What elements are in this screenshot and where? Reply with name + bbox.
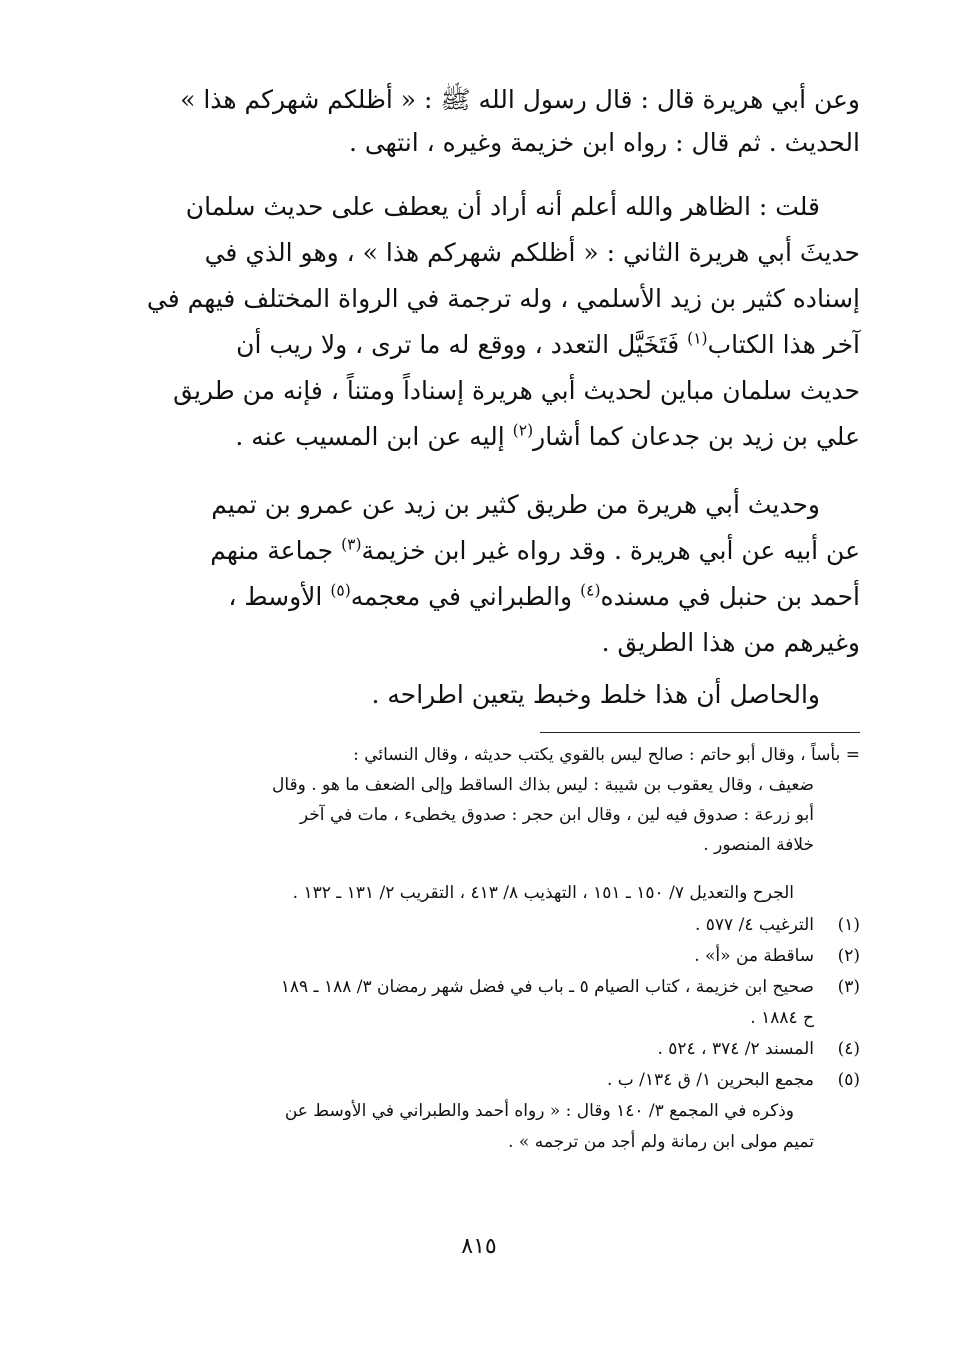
text-line: الحديث . ثم قال : رواه ابن خزيمة وغيره ، انتهى . bbox=[348, 128, 860, 157]
text-line: قلت : الظاهر والله أعلم أنه أراد أن يعطف على حديث سلمان bbox=[185, 192, 820, 221]
footnote-line: خلافة المنصور . bbox=[703, 835, 814, 855]
text-line: وحديث أبي هريرة من طريق كثير بن زيد عن عمرو بن تميم bbox=[211, 490, 820, 519]
paragraph-2 bbox=[146, 184, 860, 460]
text-line: حديثَ أبي هريرة الثاني : « أظلكم شهركم هذا » ، وهو الذي في bbox=[204, 238, 860, 267]
footnote-line: تميم مولى ابن رمانة ولم أجد من ترجمه » . bbox=[508, 1132, 814, 1152]
footnote-line: ح ١٨٨٤ . bbox=[750, 1008, 814, 1028]
footnote-continuation bbox=[150, 740, 860, 860]
footnote-line: = بأساً ، وقال أبو حاتم : صالح ليس بالقوي يكتب حديثه ، وقال النسائي : bbox=[353, 745, 860, 765]
footnote-item-5: (٥)مجمع البحرين ١/ ق ١٣٤/ ب . bbox=[606, 1070, 860, 1090]
text-line: وغيرهم من هذا الطريق . bbox=[601, 628, 860, 657]
footnote-list bbox=[150, 910, 860, 1158]
paragraph-4 bbox=[160, 672, 860, 718]
text-line: عن أبيه عن أبي هريرة . وقد رواه غير ابن خزيمة$^{(٣)}$ جماعة منهم bbox=[210, 535, 860, 565]
paragraph-3 bbox=[160, 482, 860, 666]
footnote-separator bbox=[540, 732, 860, 733]
footnote-ref-3[interactable]: (٣) bbox=[341, 535, 362, 554]
text-line: آخر هذا الكتاب$^{(١)}$ فَتَخَيَّل التعدد ، ووقع له ما ترى ، ولا ريب أن bbox=[236, 329, 860, 359]
page-number: ٨١٥ bbox=[461, 1234, 497, 1259]
text-line: علي بن زيد بن جدعان كما أشار$^{(٢)}$ إليه عن ابن المسيب عنه . bbox=[235, 421, 860, 451]
text-line: وعن أبي هريرة قال : قال رسول الله ﷺ : « أظلكم شهركم هذا » bbox=[180, 85, 860, 114]
footnote-line: الجرح والتعديل ٧/ ١٥٠ ـ ١٥١ ، التهذيب ٨/ ٤١٣ ، التقريب ٢/ ١٣١ ـ ١٣٢ . bbox=[292, 883, 794, 903]
footnote-item-2: (٢)ساقطة من «أ» . bbox=[694, 946, 860, 966]
text-line: والحاصل أن هذا خلط وخبط يتعين اطراحه . bbox=[371, 680, 820, 709]
footnote-ref-1[interactable]: (١) bbox=[687, 329, 708, 348]
footnote-item-1: (١)الترغيب ٤/ ٥٧٧ . bbox=[694, 915, 860, 935]
text-line: حديث سلمان مباين لحديث أبي هريرة إسناداً ومتناً ، فإنه من طريق bbox=[173, 376, 860, 405]
footnote-item-4: (٤)المسند ٢/ ٣٧٤ ، ٥٢٤ . bbox=[657, 1039, 860, 1059]
footnote-ref-2[interactable]: (٢) bbox=[512, 421, 534, 440]
text-line: أحمد بن حنبل في مسنده$^{(٤)}$ والطبراني في معجمه$^{(٥)}$ الأوسط ، bbox=[228, 581, 860, 611]
footnote-line: أبو زرعة : صدوق فيه لين ، وقال ابن حجر : صدوق يخطىء ، مات في آخر bbox=[299, 805, 814, 825]
footnote-ref-5[interactable]: (٥) bbox=[330, 581, 351, 600]
footnote-line: ضعيف ، وقال يعقوب بن شيبة : ليس بذاك الساقط وإلى الضعف ما هو . وقال bbox=[271, 775, 814, 795]
footnote-line: وذكره في المجمع ٣/ ١٤٠ وقال : « رواه أحمد والطبراني في الأوسط عن bbox=[284, 1101, 794, 1121]
footnote-sources bbox=[150, 878, 860, 908]
footnote-item-3: (٣)صحيح ابن خزيمة ، كتاب الصيام ٥ ـ باب في فضل شهر رمضان ٣/ ١٨٨ ـ ١٨٩ bbox=[280, 977, 860, 997]
footnote-ref-4[interactable]: (٤) bbox=[580, 581, 601, 600]
paragraph-1 bbox=[160, 78, 860, 164]
text-line: إسناده كثير بن زيد الأسلمي ، وله ترجمة في الرواة المختلف فيهم في bbox=[146, 284, 860, 313]
